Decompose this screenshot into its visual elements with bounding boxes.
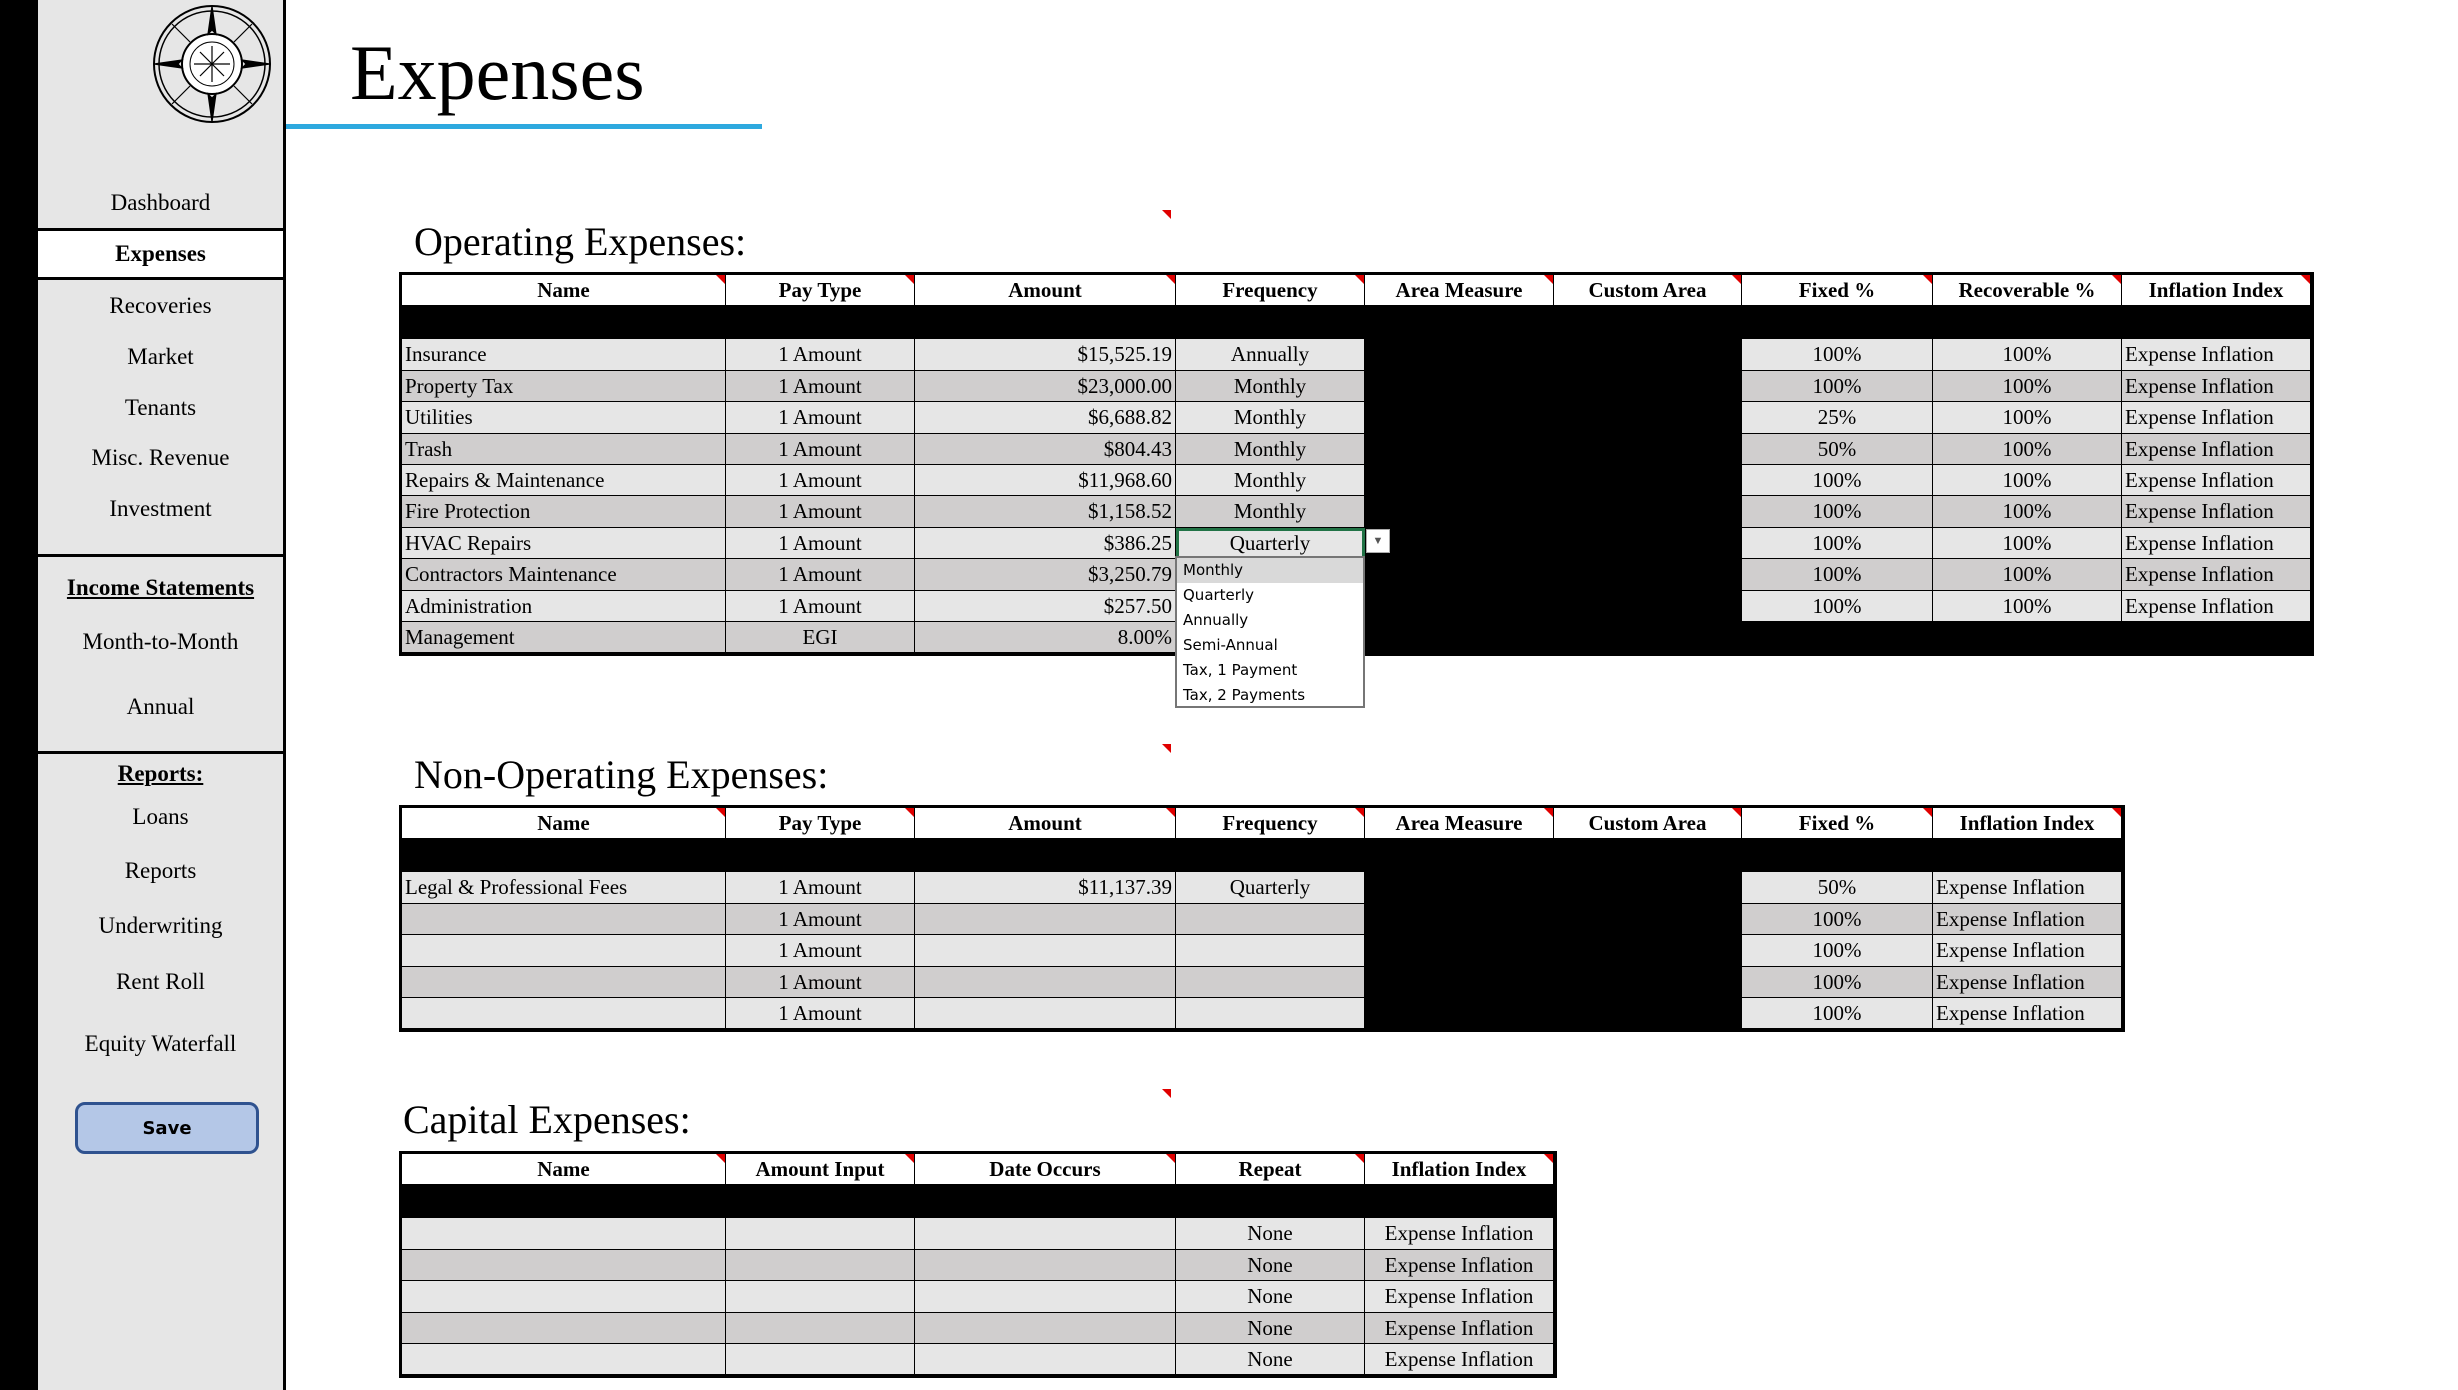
- table-row: [402, 904, 2122, 935]
- recoverable-percent-cell[interactable]: 100%: [1933, 591, 2122, 622]
- custom-area-cell: [1554, 496, 1742, 527]
- date-occurs-cell[interactable]: [915, 1250, 1176, 1281]
- name-cell[interactable]: Fire Protection: [402, 496, 726, 527]
- custom-area-cell: [1554, 622, 1742, 653]
- fixed-percent-cell[interactable]: 100%: [1742, 528, 1933, 559]
- name-cell[interactable]: Legal & Professional Fees: [402, 872, 726, 903]
- frequency-cell[interactable]: [1176, 967, 1365, 998]
- comment-indicator: [905, 1154, 914, 1163]
- fixed-percent-cell[interactable]: 100%: [1742, 967, 1933, 998]
- income-statements-heading[interactable]: Income Statements: [66, 575, 255, 600]
- date-occurs-cell[interactable]: [915, 1281, 1176, 1312]
- capital-expenses-title: Capital Expenses:: [403, 1097, 691, 1142]
- comment-indicator: [905, 808, 914, 817]
- sidebar-item-misc-revenue[interactable]: Misc. Revenue: [91, 445, 230, 470]
- table-row: [402, 935, 2122, 966]
- inflation-index-cell[interactable]: Expense Inflation: [1365, 1281, 1554, 1312]
- sidebar-divider: [38, 554, 283, 557]
- repeat-cell[interactable]: None: [1176, 1313, 1365, 1344]
- table-row: [402, 434, 2311, 465]
- column-header[interactable]: Amount: [915, 808, 1176, 839]
- comment-indicator[interactable]: [1162, 1089, 1171, 1098]
- header-row: [402, 1154, 1554, 1185]
- fixed-percent-cell[interactable]: 100%: [1742, 339, 1933, 370]
- inflation-index-cell: [2122, 622, 2311, 653]
- inflation-index-cell[interactable]: Expense Inflation: [2122, 496, 2311, 527]
- area-measure-cell: [1365, 872, 1554, 903]
- recoverable-percent-cell[interactable]: 100%: [1933, 339, 2122, 370]
- name-cell[interactable]: [402, 967, 726, 998]
- frequency-cell[interactable]: Monthly: [1176, 371, 1365, 402]
- frequency-cell[interactable]: Quarterly: [1176, 872, 1365, 903]
- pay-type-cell[interactable]: 1 Amount: [726, 591, 915, 622]
- fixed-percent-cell[interactable]: 100%: [1742, 935, 1933, 966]
- repeat-cell[interactable]: None: [1176, 1250, 1365, 1281]
- name-cell[interactable]: [402, 1281, 726, 1312]
- dropdown-option[interactable]: Tax, 1 Payment: [1183, 661, 1298, 679]
- recoverable-percent-cell[interactable]: 100%: [1933, 434, 2122, 465]
- name-cell[interactable]: Administration: [402, 591, 726, 622]
- custom-area-cell: [1554, 967, 1742, 998]
- recoverable-percent-cell[interactable]: 100%: [1933, 528, 2122, 559]
- sidebar-item-rent-roll[interactable]: Rent Roll: [116, 969, 205, 994]
- recoverable-percent-cell[interactable]: 100%: [1933, 402, 2122, 433]
- header-row: [402, 808, 2122, 839]
- table-row: [402, 528, 2311, 559]
- custom-area-cell: [1554, 872, 1742, 903]
- recoverable-percent-cell[interactable]: 100%: [1933, 559, 2122, 590]
- frequency-cell[interactable]: Monthly: [1176, 402, 1365, 433]
- custom-area-cell: [1554, 528, 1742, 559]
- amount-input-cell[interactable]: [726, 1344, 915, 1375]
- amount-cell[interactable]: $23,000.00: [915, 371, 1176, 402]
- amount-cell[interactable]: $804.43: [915, 434, 1176, 465]
- sidebar-item-reports[interactable]: Reports: [124, 858, 197, 883]
- fixed-percent-cell[interactable]: 100%: [1742, 998, 1933, 1029]
- comment-indicator: [1544, 808, 1553, 817]
- amount-cell[interactable]: $11,137.39: [915, 872, 1176, 903]
- amount-input-cell[interactable]: [726, 1281, 915, 1312]
- inflation-index-cell[interactable]: Expense Inflation: [1933, 872, 2122, 903]
- frequency-cell[interactable]: Monthly: [1176, 465, 1365, 496]
- inflation-index-cell[interactable]: Expense Inflation: [1933, 998, 2122, 1029]
- comment-indicator: [1732, 808, 1741, 817]
- comment-indicator: [716, 808, 725, 817]
- column-header[interactable]: Name: [402, 275, 726, 306]
- pay-type-cell[interactable]: 1 Amount: [726, 465, 915, 496]
- custom-area-cell: [1554, 371, 1742, 402]
- table-row: [402, 465, 2311, 496]
- custom-area-cell: [1554, 935, 1742, 966]
- fixed-percent-cell[interactable]: 100%: [1742, 559, 1933, 590]
- pay-type-cell[interactable]: 1 Amount: [726, 496, 915, 527]
- comment-indicator: [1355, 808, 1364, 817]
- pay-type-cell[interactable]: 1 Amount: [726, 872, 915, 903]
- inflation-index-cell[interactable]: Expense Inflation: [2122, 528, 2311, 559]
- comment-indicator: [1544, 1154, 1553, 1163]
- dropdown-option[interactable]: Annually: [1183, 611, 1249, 629]
- non-operating-expenses-title: Non-Operating Expenses:: [414, 752, 829, 797]
- amount-input-cell[interactable]: [726, 1313, 915, 1344]
- sidebar-item-tenants[interactable]: Tenants: [124, 395, 197, 420]
- inflation-index-cell[interactable]: Expense Inflation: [1365, 1218, 1554, 1249]
- custom-area-cell: [1554, 434, 1742, 465]
- comment-indicator: [1166, 1154, 1175, 1163]
- table-row: [402, 1313, 1554, 1344]
- sidebar-item-loans[interactable]: Loans: [132, 804, 189, 829]
- inflation-index-cell[interactable]: Expense Inflation: [2122, 559, 2311, 590]
- name-cell[interactable]: HVAC Repairs: [402, 528, 726, 559]
- amount-cell[interactable]: 8.00%: [915, 622, 1176, 653]
- separator-row: [402, 1185, 1554, 1218]
- dropdown-option[interactable]: Tax, 2 Payments: [1183, 686, 1306, 704]
- column-header[interactable]: Date Occurs: [915, 1154, 1176, 1185]
- column-header[interactable]: Area Measure: [1365, 808, 1554, 839]
- frequency-cell[interactable]: [1176, 998, 1365, 1029]
- name-cell[interactable]: [402, 1218, 726, 1249]
- repeat-cell[interactable]: None: [1176, 1344, 1365, 1375]
- amount-input-cell[interactable]: [726, 1250, 915, 1281]
- custom-area-cell: [1554, 402, 1742, 433]
- inflation-index-cell[interactable]: Expense Inflation: [1365, 1344, 1554, 1375]
- separator-row: [402, 839, 2122, 872]
- comment-indicator: [1732, 275, 1741, 284]
- table-row: [402, 1250, 1554, 1281]
- fixed-percent-cell[interactable]: 50%: [1742, 434, 1933, 465]
- inflation-index-cell[interactable]: Expense Inflation: [1933, 904, 2122, 935]
- table-row: [402, 339, 2311, 370]
- column-header[interactable]: Repeat: [1176, 1154, 1365, 1185]
- reports-heading: Reports:: [117, 761, 204, 786]
- dropdown-option[interactable]: Quarterly: [1183, 586, 1254, 604]
- fixed-percent-cell[interactable]: 25%: [1742, 402, 1933, 433]
- comment-indicator: [1166, 275, 1175, 284]
- column-header[interactable]: Fixed %: [1742, 275, 1933, 306]
- custom-area-cell: [1554, 559, 1742, 590]
- amount-cell[interactable]: $386.25: [915, 528, 1176, 559]
- name-cell[interactable]: [402, 1313, 726, 1344]
- repeat-cell[interactable]: None: [1176, 1281, 1365, 1312]
- sidebar-item-recoveries[interactable]: Recoveries: [109, 293, 212, 318]
- non-operating-expenses-table: [399, 805, 2125, 1032]
- amount-cell[interactable]: $11,968.60: [915, 465, 1176, 496]
- page-title: Expenses: [350, 29, 645, 116]
- table-row: [402, 496, 2311, 527]
- inflation-index-cell[interactable]: Expense Inflation: [1365, 1313, 1554, 1344]
- frequency-cell[interactable]: Annually: [1176, 339, 1365, 370]
- pay-type-cell[interactable]: 1 Amount: [726, 371, 915, 402]
- fixed-percent-cell[interactable]: 100%: [1742, 904, 1933, 935]
- area-measure-cell: [1365, 402, 1554, 433]
- chevron-down-icon: ▼: [1372, 535, 1384, 547]
- comment-indicator: [1544, 275, 1553, 284]
- area-measure-cell: [1365, 998, 1554, 1029]
- frequency-dropdown-button[interactable]: [1366, 529, 1390, 553]
- column-header[interactable]: Inflation Index: [2122, 275, 2311, 306]
- name-cell[interactable]: [402, 998, 726, 1029]
- name-cell[interactable]: Management: [402, 622, 726, 653]
- inflation-index-cell[interactable]: Expense Inflation: [1365, 1250, 1554, 1281]
- sidebar-item-dashboard[interactable]: Dashboard: [110, 190, 211, 215]
- area-measure-cell: [1365, 496, 1554, 527]
- comment-indicator: [1923, 808, 1932, 817]
- fixed-percent-cell[interactable]: 100%: [1742, 496, 1933, 527]
- amount-cell[interactable]: $3,250.79: [915, 559, 1176, 590]
- column-header[interactable]: Name: [402, 1154, 726, 1185]
- fixed-percent-cell[interactable]: 50%: [1742, 872, 1933, 903]
- sidebar-item-equity-waterfall[interactable]: Equity Waterfall: [84, 1031, 237, 1056]
- column-header[interactable]: Pay Type: [726, 808, 915, 839]
- pay-type-cell[interactable]: 1 Amount: [726, 904, 915, 935]
- repeat-cell[interactable]: None: [1176, 1218, 1365, 1249]
- sidebar-divider: [38, 751, 283, 754]
- name-cell[interactable]: [402, 935, 726, 966]
- table-row: [402, 1218, 1554, 1249]
- comment-indicator: [905, 275, 914, 284]
- amount-cell[interactable]: $6,688.82: [915, 402, 1176, 433]
- pay-type-cell[interactable]: 1 Amount: [726, 998, 915, 1029]
- name-cell[interactable]: Trash: [402, 434, 726, 465]
- sidebar-item-underwriting[interactable]: Underwriting: [98, 913, 223, 938]
- area-measure-cell: [1365, 559, 1554, 590]
- recoverable-percent-cell[interactable]: 100%: [1933, 371, 2122, 402]
- save-button[interactable]: Save: [75, 1102, 259, 1154]
- comment-indicator[interactable]: [1162, 210, 1171, 219]
- pay-type-cell[interactable]: 1 Amount: [726, 434, 915, 465]
- dropdown-option[interactable]: Semi-Annual: [1183, 636, 1278, 654]
- comment-indicator: [2112, 808, 2121, 817]
- inflation-index-cell[interactable]: Expense Inflation: [2122, 371, 2311, 402]
- column-header[interactable]: Fixed %: [1742, 808, 1933, 839]
- name-cell[interactable]: Utilities: [402, 402, 726, 433]
- sidebar-item-investment[interactable]: Investment: [109, 496, 212, 521]
- frequency-cell[interactable]: Monthly: [1176, 496, 1365, 527]
- table-row: [402, 872, 2122, 903]
- fixed-percent-cell: [1742, 622, 1933, 653]
- window-left-edge: [0, 0, 38, 1390]
- inflation-index-cell[interactable]: Expense Inflation: [1933, 935, 2122, 966]
- amount-cell[interactable]: $15,525.19: [915, 339, 1176, 370]
- inflation-index-cell[interactable]: Expense Inflation: [2122, 402, 2311, 433]
- amount-cell[interactable]: $257.50: [915, 591, 1176, 622]
- column-header[interactable]: Frequency: [1176, 275, 1365, 306]
- frequency-cell[interactable]: Quarterly: [1176, 528, 1365, 559]
- column-header[interactable]: Inflation Index: [1933, 808, 2122, 839]
- pay-type-cell[interactable]: 1 Amount: [726, 559, 915, 590]
- name-cell[interactable]: [402, 904, 726, 935]
- area-measure-cell: [1365, 622, 1554, 653]
- pay-type-cell[interactable]: 1 Amount: [726, 402, 915, 433]
- capital-expenses-table: [399, 1151, 1557, 1378]
- frequency-cell[interactable]: [1176, 904, 1365, 935]
- area-measure-cell: [1365, 434, 1554, 465]
- fixed-percent-cell[interactable]: 100%: [1742, 591, 1933, 622]
- comment-indicator: [1923, 275, 1932, 284]
- operating-expenses-title: Operating Expenses:: [414, 219, 747, 264]
- column-header[interactable]: Custom Area: [1554, 275, 1742, 306]
- comment-indicator: [716, 1154, 725, 1163]
- custom-area-cell: [1554, 904, 1742, 935]
- frequency-cell[interactable]: Monthly: [1176, 434, 1365, 465]
- amount-input-cell[interactable]: [726, 1218, 915, 1249]
- title-underline: [286, 124, 762, 129]
- recoverable-percent-cell[interactable]: 100%: [1933, 465, 2122, 496]
- table-row: [402, 1344, 1554, 1375]
- name-cell[interactable]: Insurance: [402, 339, 726, 370]
- table-row: [402, 967, 2122, 998]
- pay-type-cell[interactable]: 1 Amount: [726, 528, 915, 559]
- comment-indicator: [716, 275, 725, 284]
- amount-cell[interactable]: [915, 904, 1176, 935]
- sidebar-item-annual[interactable]: Annual: [126, 694, 195, 719]
- pay-type-cell[interactable]: 1 Amount: [726, 935, 915, 966]
- inflation-index-cell[interactable]: Expense Inflation: [2122, 591, 2311, 622]
- date-occurs-cell[interactable]: [915, 1344, 1176, 1375]
- area-measure-cell: [1365, 528, 1554, 559]
- table-row: [402, 371, 2311, 402]
- area-measure-cell: [1365, 371, 1554, 402]
- comment-indicator[interactable]: [1162, 744, 1171, 753]
- name-cell[interactable]: Property Tax: [402, 371, 726, 402]
- custom-area-cell: [1554, 998, 1742, 1029]
- amount-cell[interactable]: [915, 967, 1176, 998]
- area-measure-cell: [1365, 465, 1554, 496]
- amount-cell[interactable]: $1,158.52: [915, 496, 1176, 527]
- pay-type-cell[interactable]: EGI: [726, 622, 915, 653]
- column-header[interactable]: Custom Area: [1554, 808, 1742, 839]
- name-cell[interactable]: Contractors Maintenance: [402, 559, 726, 590]
- amount-cell[interactable]: [915, 935, 1176, 966]
- inflation-index-cell[interactable]: Expense Inflation: [2122, 434, 2311, 465]
- table-row: [402, 998, 2122, 1029]
- comment-indicator: [2112, 275, 2121, 284]
- column-header[interactable]: Frequency: [1176, 808, 1365, 839]
- recoverable-percent-cell[interactable]: 100%: [1933, 496, 2122, 527]
- date-occurs-cell[interactable]: [915, 1218, 1176, 1249]
- pay-type-cell[interactable]: 1 Amount: [726, 339, 915, 370]
- table-row: [402, 402, 2311, 433]
- comment-indicator: [1355, 1154, 1364, 1163]
- amount-cell[interactable]: [915, 998, 1176, 1029]
- comment-indicator: [1355, 275, 1364, 284]
- custom-area-cell: [1554, 591, 1742, 622]
- sidebar-item-month-to-month[interactable]: Month-to-Month: [82, 629, 239, 654]
- column-header[interactable]: Amount Input: [726, 1154, 915, 1185]
- area-measure-cell: [1365, 967, 1554, 998]
- column-header[interactable]: Pay Type: [726, 275, 915, 306]
- sidebar-item-market[interactable]: Market: [127, 344, 194, 369]
- column-header[interactable]: Name: [402, 808, 726, 839]
- area-measure-cell: [1365, 935, 1554, 966]
- column-header[interactable]: Area Measure: [1365, 275, 1554, 306]
- custom-area-cell: [1554, 465, 1742, 496]
- area-measure-cell: [1365, 904, 1554, 935]
- name-cell[interactable]: [402, 1250, 726, 1281]
- fixed-percent-cell[interactable]: 100%: [1742, 371, 1933, 402]
- recoverable-percent-cell: [1933, 622, 2122, 653]
- column-header[interactable]: Recoverable %: [1933, 275, 2122, 306]
- name-cell[interactable]: Repairs & Maintenance: [402, 465, 726, 496]
- column-header[interactable]: Inflation Index: [1365, 1154, 1554, 1185]
- inflation-index-cell[interactable]: Expense Inflation: [2122, 339, 2311, 370]
- table-row: [402, 1281, 1554, 1312]
- comment-indicator: [1166, 808, 1175, 817]
- fixed-percent-cell[interactable]: 100%: [1742, 465, 1933, 496]
- separator-row: [402, 306, 2311, 339]
- date-occurs-cell[interactable]: [915, 1313, 1176, 1344]
- comment-indicator: [2301, 275, 2310, 284]
- column-header[interactable]: Amount: [915, 275, 1176, 306]
- dropdown-option[interactable]: Monthly: [1177, 558, 1363, 583]
- sidebar-item-expenses[interactable]: Expenses: [38, 228, 283, 280]
- area-measure-cell: [1365, 339, 1554, 370]
- sidebar: [38, 0, 286, 1390]
- inflation-index-cell[interactable]: Expense Inflation: [2122, 465, 2311, 496]
- pay-type-cell[interactable]: 1 Amount: [726, 967, 915, 998]
- frequency-dropdown-list: [1175, 556, 1365, 708]
- area-measure-cell: [1365, 591, 1554, 622]
- frequency-cell[interactable]: [1176, 935, 1365, 966]
- custom-area-cell: [1554, 339, 1742, 370]
- inflation-index-cell[interactable]: Expense Inflation: [1933, 967, 2122, 998]
- compass-logo-icon: [150, 2, 274, 126]
- header-row: [402, 275, 2311, 306]
- name-cell[interactable]: [402, 1344, 726, 1375]
